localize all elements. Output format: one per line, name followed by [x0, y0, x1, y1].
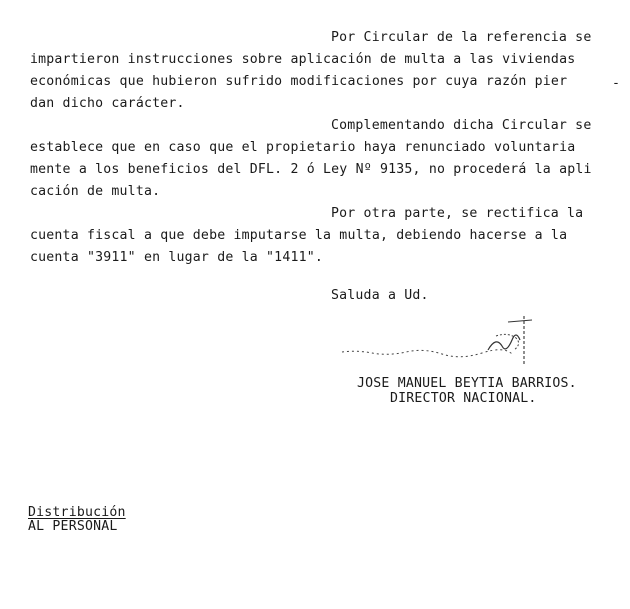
signatory-name: JOSE MANUEL BEYTIA BARRIOS.: [357, 376, 577, 391]
closing-greeting: Saluda a Ud.: [331, 288, 429, 303]
paragraph-2-line-4: cación de multa.: [30, 184, 161, 199]
paragraph-1-line-3: económicas que hubieron sufrido modificaciones por cuya razón pier: [30, 74, 568, 89]
paragraph-2-line-2: establece que en caso que el propietario haya renunciado voluntaria: [30, 140, 576, 155]
hyphen-mark: -: [612, 76, 621, 91]
paragraph-1-line-1: Por Circular de la referencia se: [331, 30, 592, 45]
distribution-heading: Distribución: [28, 505, 126, 520]
paragraph-1-line-2: impartieron instrucciones sobre aplicación de multa a las viviendas: [30, 52, 576, 67]
distribution-recipient: AL PERSONAL: [28, 519, 118, 534]
paragraph-1-line-4: dan dicho carácter.: [30, 96, 185, 111]
paragraph-3-line-2: cuenta fiscal a que debe imputarse la multa, debiendo hacerse a la: [30, 228, 568, 243]
paragraph-2-line-3: mente a los beneficios del DFL. 2 ó Ley Nº 9135, no procederá la apli: [30, 162, 592, 177]
paragraph-2-line-1: Complementando dicha Circular se: [331, 118, 592, 133]
paragraph-3-line-3: cuenta "3911" en lugar de la "1411".: [30, 250, 324, 265]
handwritten-signature: [338, 312, 548, 374]
signatory-title: DIRECTOR NACIONAL.: [390, 391, 537, 406]
paragraph-3-line-1: Por otra parte, se rectifica la: [331, 206, 584, 221]
